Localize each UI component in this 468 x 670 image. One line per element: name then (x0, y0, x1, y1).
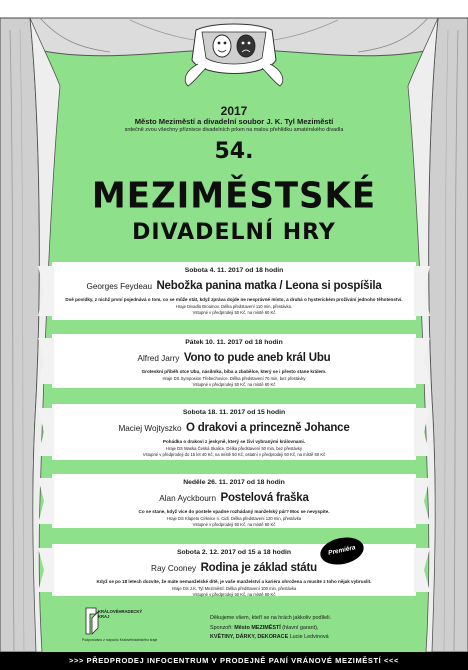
performance-date: Sobota 2. 12. 2017 od 15 a 18 hodin (176, 549, 292, 556)
performance-heading (52, 276, 416, 294)
festival-title-line1: MEZIMĚSTSKÉ (91, 175, 377, 217)
performance-title: Rodina je základ státu (200, 562, 317, 574)
ribbon-end-left (38, 404, 54, 460)
sponsors-label: Sponzoři: (210, 624, 233, 631)
ribbon-end-right (414, 544, 430, 596)
performance-price: Vstupné v předprodeji 50 Kč, na místě 60 Kč (192, 310, 276, 315)
sponsor-main: Město MEZIMĚSTÍ (234, 624, 281, 631)
gifts-line (210, 633, 331, 643)
ribbon-end-right (414, 262, 430, 320)
thanks-text: Děkujeme všem, kteří se na hrách jakkoliv podíleli. (210, 615, 332, 621)
performance-title: Vono to pude aneb král Ubu (183, 352, 331, 364)
sponsor-main-note: (hlavní garant), (282, 624, 319, 631)
performance-price: Vstupné v předprodeji do 15 let 40 Kč, na místě 50 Kč, ostatní v předprodeji 50 Kč, na místě 60 Kč (142, 452, 326, 457)
performance-price: Vstupné v předprodeji 50 Kč, na místě 60 Kč (192, 382, 276, 387)
performance-date: Sobota 4. 11. 2017 od 18 hodin (184, 267, 284, 274)
performance-banner-1 (52, 262, 416, 320)
gifts-label: KVĚTINY, DÁRKY, DEKORACE (210, 634, 289, 641)
credits (210, 614, 331, 643)
performance-cast: Hraje Divadlo Broumov. Délka představení 110 min, přestávka. (175, 304, 293, 309)
performance-banner-3 (52, 404, 416, 460)
performance-date: Sobota 18. 11. 2017 od 15 hodin (182, 409, 286, 416)
performance-cast: Hraje DS Maska Česká Skalice. Délka představení 50 min, bez přestávky (165, 446, 303, 451)
performance-price: Vstupné v předprodeji 50 Kč, na místě 60 Kč (192, 522, 276, 527)
performance-cast: Hraje DS Symposion Třebechovice. Délka představení 70 min, bez přestávky (162, 376, 306, 381)
performance-title: Postelová fraška (220, 492, 309, 504)
performance-date: Neděle 26. 11. 2017 od 18 hodin (183, 479, 285, 486)
premiere-badge: Premiéra (318, 534, 366, 569)
festival-title-line2: DIVADELNÍ HRY (132, 220, 336, 245)
performance-author: Georges Feydeau (86, 282, 152, 291)
performance-title: Nebožka panina matka / Leona si pospíšila (156, 280, 382, 292)
ribbon-end-left (38, 262, 54, 320)
performance-description: Co se stane, když více do postele vpadne rozhádaný manželský pár? Moc se nevyspíte. (138, 509, 330, 514)
performance-author: Alfred Jarry (137, 354, 180, 363)
performance-author: Ray Cooney (151, 564, 197, 573)
performance-description: Když se po 18 letech dozvíte, že máte nemanželské dítě, je vaše manželství a kariéra ohrožena a musíte z toho nějak vybruslit. (96, 579, 372, 584)
performance-banner-2 (52, 334, 416, 388)
performance-author: Maciej Wojtyszko (118, 424, 182, 433)
theatre-masks-icon (185, 24, 283, 86)
festival-year: 2017 (220, 104, 248, 118)
ribbon-end-left (38, 544, 54, 596)
performance-cast: Hraje DS Klapeto Církvice n. Cidl. Délka představení 120 min, přestávka (166, 516, 302, 521)
invitation-text: srdečně zvou všechny příznivce divadelních prken na malou přehlídku amatérského divadla (124, 127, 344, 133)
gifts-by: Lucie Ledvinová (289, 634, 329, 641)
performance-description: Pohádka o drakovi z jeskyně, který se živí vybranými královnami. (162, 439, 306, 444)
ribbon-end-right (414, 474, 430, 528)
organizers: Město Meziměstí a divadelní soubor J. K. Tyl Meziměstí (134, 117, 334, 126)
performance-date: Pátek 10. 11. 2017 od 18 hodin (185, 339, 283, 346)
performance-banner-4 (52, 474, 416, 528)
performance-author: Alan Ayckbourn (159, 494, 217, 503)
region-support-note: Podporováno z rozpočtu Královéhradeckého kraje (82, 638, 158, 642)
ribbon-end-right (414, 404, 430, 460)
ribbon-end-left (38, 474, 54, 528)
performance-price: Vstupné v předprodeji 50 Kč, na místě 60 Kč (192, 592, 276, 597)
performance-heading (52, 558, 416, 576)
performance-cast: Hraje DS J.K. Tyl Meziměstí. Délka představení 100 min, přestávka (171, 586, 297, 591)
sponsors-line (210, 624, 331, 634)
ribbon-end-left (38, 334, 54, 388)
performance-heading (52, 418, 416, 436)
region-logo-text: KRÁLOVÉHRADECKÝ KRAJ (98, 609, 143, 619)
performance-description: Groteskní příběh otce Ubu, násilníka, bíba a zbabělce, který se i přesto stane králem. (141, 369, 327, 374)
ribbon-end-right (414, 334, 430, 388)
performance-title: O drakovi a princezně Johance (185, 422, 350, 434)
performance-description: Dvě povídky, z nichž první pojednává o tom, co se může stát, když zpráva dojde ne nesprávné místo, a druhá o hysterickém prožívání jednoho těhotenství. (65, 297, 403, 302)
performance-heading (52, 488, 416, 506)
performance-heading (52, 348, 416, 366)
presale-bar: >>> PŘEDPRODEJ INFOCENTRUM V PRODEJNĚ PANÍ VRÁNOVÉ MEZIMĚSTÍ <<< (0, 652, 468, 670)
edition-number: 54. (214, 139, 254, 164)
